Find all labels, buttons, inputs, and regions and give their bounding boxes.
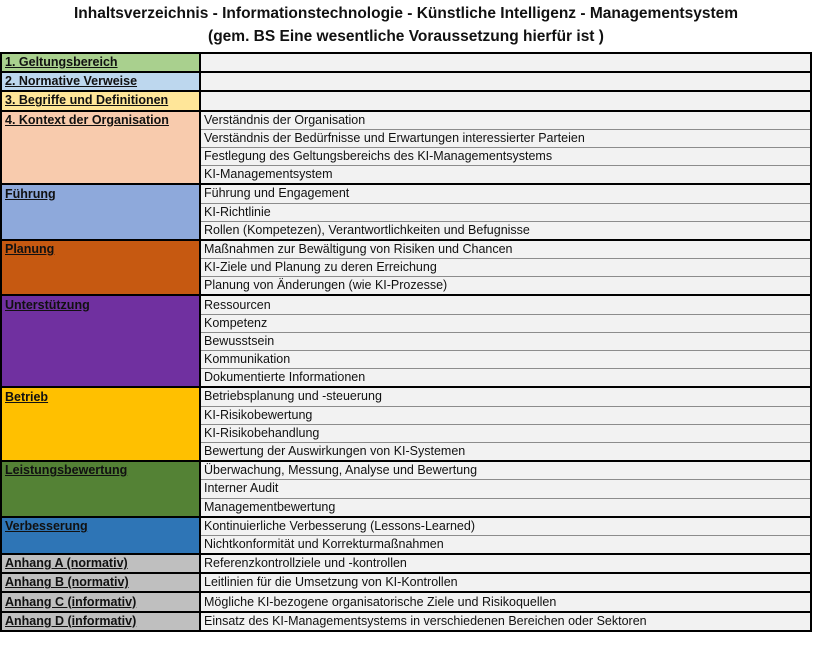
subsection-item: Interner Audit: [200, 480, 811, 498]
toc-row: [1, 498, 811, 517]
toc-table: [0, 52, 812, 632]
subsection-item: Managementbewertung: [200, 498, 811, 517]
subsection-item: Leitlinien für die Umsetzung von KI-Kontrollen: [200, 573, 811, 592]
toc-row: [1, 91, 811, 110]
section-color-cell: [1, 129, 200, 147]
section-heading: Anhang D (informativ): [1, 612, 200, 631]
page-subtitle: (gem. BS Eine wesentliche Voraussetzung hierfür ist ): [208, 28, 604, 45]
subsection-item: Verständnis der Bedürfnisse und Erwartungen interessierter Parteien: [200, 129, 811, 147]
toc-row: [1, 203, 811, 221]
toc-row: [1, 147, 811, 165]
section-heading: Verbesserung: [1, 517, 200, 536]
toc-row: [1, 295, 811, 314]
section-color-cell: [1, 369, 200, 388]
section-heading: Führung: [1, 184, 200, 203]
subsection-item: Referenzkontrollziele und -kontrollen: [200, 554, 811, 573]
section-color-cell: [1, 535, 200, 554]
section-heading: 2. Normative Verweise: [1, 72, 200, 91]
section-color-cell: [1, 498, 200, 517]
toc-row: [1, 554, 811, 573]
section-heading: Anhang C (informativ): [1, 592, 200, 611]
toc-row: [1, 314, 811, 332]
section-color-cell: [1, 221, 200, 240]
toc-row: [1, 332, 811, 350]
toc-row: [1, 72, 811, 91]
section-heading: Anhang A (normativ): [1, 554, 200, 573]
subsection-item: KI-Risikobehandlung: [200, 424, 811, 442]
subsection-item: Führung und Engagement: [200, 184, 811, 203]
toc-row: [1, 53, 811, 72]
subsection-item: Ressourcen: [200, 295, 811, 314]
section-heading: 4. Kontext der Organisation: [1, 111, 200, 130]
section-heading: Planung: [1, 240, 200, 259]
toc-row: [1, 517, 811, 536]
toc-row: [1, 461, 811, 480]
section-color-cell: [1, 480, 200, 498]
subsection-item: Bewusstsein: [200, 332, 811, 350]
subsection-item: Dokumentierte Informationen: [200, 369, 811, 388]
section-color-cell: [1, 166, 200, 185]
toc-row: [1, 535, 811, 554]
section-heading: Betrieb: [1, 387, 200, 406]
subsection-item: Bewertung der Auswirkungen von KI-Systemen: [200, 442, 811, 461]
toc-row: [1, 111, 811, 130]
section-heading: Unterstützung: [1, 295, 200, 314]
toc-row: [1, 166, 811, 185]
subsection-item: Mögliche KI-bezogene organisatorische Ziele und Risikoquellen: [200, 592, 811, 611]
toc-row: [1, 592, 811, 611]
section-color-cell: [1, 442, 200, 461]
toc-row: [1, 221, 811, 240]
subsection-item: Maßnahmen zur Bewältigung von Risiken und Chancen: [200, 240, 811, 259]
section-heading: 3. Begriffe und Definitionen: [1, 91, 200, 110]
section-color-cell: [1, 147, 200, 165]
toc-row: [1, 612, 811, 631]
toc-row: [1, 442, 811, 461]
toc-row: [1, 406, 811, 424]
subsection-item: [200, 91, 811, 110]
section-color-cell: [1, 424, 200, 442]
subsection-item: Planung von Änderungen (wie KI-Prozesse): [200, 277, 811, 296]
subsection-item: KI-Ziele und Planung zu deren Erreichung: [200, 259, 811, 277]
toc-row: [1, 277, 811, 296]
toc-row: [1, 424, 811, 442]
toc-body: [1, 53, 811, 631]
section-color-cell: [1, 277, 200, 296]
subsection-item: Kontinuierliche Verbesserung (Lessons-Learned): [200, 517, 811, 536]
subsection-item: KI-Risikobewertung: [200, 406, 811, 424]
subsection-item: Rollen (Kompetezen), Verantwortlichkeiten und Befugnisse: [200, 221, 811, 240]
section-heading: Leistungsbewertung: [1, 461, 200, 480]
toc-row: [1, 369, 811, 388]
toc-row: [1, 573, 811, 592]
section-color-cell: [1, 203, 200, 221]
toc-row: [1, 184, 811, 203]
section-color-cell: [1, 332, 200, 350]
toc-row: [1, 387, 811, 406]
subsection-item: Kompetenz: [200, 314, 811, 332]
section-heading: Anhang B (normativ): [1, 573, 200, 592]
section-heading: 1. Geltungsbereich: [1, 53, 200, 72]
subsection-item: KI-Richtlinie: [200, 203, 811, 221]
subsection-item: [200, 72, 811, 91]
toc-row: [1, 129, 811, 147]
toc-row: [1, 351, 811, 369]
toc-row: [1, 240, 811, 259]
section-color-cell: [1, 351, 200, 369]
toc-row: [1, 259, 811, 277]
subsection-item: Einsatz des KI-Managementsystems in verschiedenen Bereichen oder Sektoren: [200, 612, 811, 631]
section-color-cell: [1, 314, 200, 332]
section-color-cell: [1, 406, 200, 424]
subsection-item: Festlegung des Geltungsbereichs des KI-Managementsystems: [200, 147, 811, 165]
subsection-item: [200, 53, 811, 72]
toc-row: [1, 480, 811, 498]
subsection-item: Überwachung, Messung, Analyse und Bewertung: [200, 461, 811, 480]
subsection-item: Betriebsplanung und -steuerung: [200, 387, 811, 406]
subsection-item: Verständnis der Organisation: [200, 111, 811, 130]
subsection-item: KI-Managementsystem: [200, 166, 811, 185]
section-color-cell: [1, 259, 200, 277]
page-title: Inhaltsverzeichnis - Informationstechnologie - Künstliche Intelligenz - Managementsystem: [73, 5, 739, 22]
subsection-item: Nichtkonformität und Korrekturmaßnahmen: [200, 535, 811, 554]
subsection-item: Kommunikation: [200, 351, 811, 369]
